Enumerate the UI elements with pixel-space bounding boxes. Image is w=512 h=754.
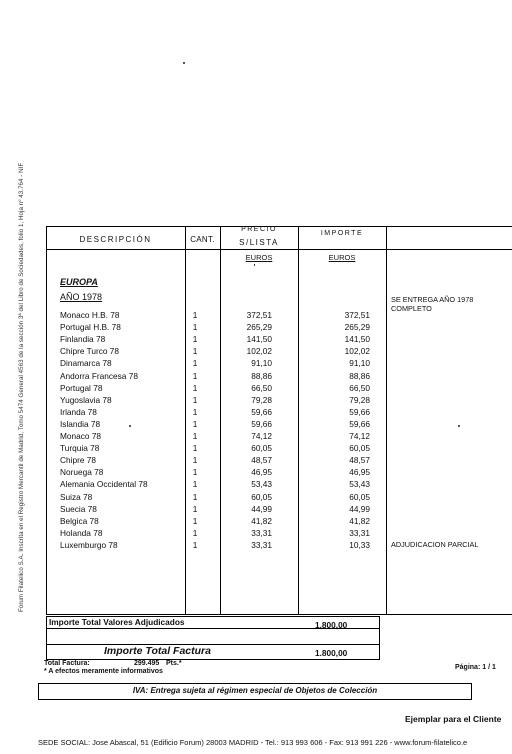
row-quantity: 1	[192, 492, 198, 502]
page-number: Página: 1 / 1	[455, 664, 496, 671]
row-description: Alemania Occidental 78	[60, 479, 148, 489]
informativos-note: * A efectos meramente informativos	[44, 668, 163, 675]
table-bottom-border	[46, 614, 512, 615]
row-price: 33,31	[251, 540, 272, 550]
row-amount: 91,10	[349, 358, 370, 368]
adjudicados-label: Importe Total Valores Adjudicados	[49, 617, 185, 627]
currency-precio: EUROS	[245, 253, 273, 262]
row-price: 46,95	[251, 467, 272, 477]
year-label: AÑO 1978	[60, 292, 103, 302]
row-quantity: 1	[192, 346, 198, 356]
section-europa: EUROPA	[60, 277, 98, 287]
totals-mid-border-2	[46, 644, 380, 645]
scan-speck	[458, 425, 460, 427]
row-quantity: 1	[192, 419, 198, 429]
registry-side-text: Forum Filatelico S.A. Inscrita en el Registro Mercantil de Madrid, Tomo 5474 General 4563 de la sección 3ª del Libro de Sociedades, folio 1, Hoja nº 43.764 - NIF	[18, 162, 25, 612]
ejemplar-label: Ejemplar para el Cliente	[405, 714, 502, 724]
row-description: Portugal H.B. 78	[60, 322, 121, 332]
row-amount: 10,33	[349, 540, 370, 550]
row-amount: 59,66	[349, 407, 370, 417]
row-price: 60,05	[251, 492, 272, 502]
row-price: 265,29	[246, 322, 272, 332]
row-price: 44,99	[251, 504, 272, 514]
scan-speck	[183, 62, 185, 64]
row-quantity: 1	[192, 528, 198, 538]
row-price: 372,51	[246, 310, 272, 320]
row-amount: 265,29	[344, 322, 370, 332]
row-quantity: 1	[192, 334, 198, 344]
row-amount: 41,82	[349, 516, 370, 526]
row-description: Andorra Francesa 78	[60, 371, 138, 381]
row-price: 60,05	[251, 443, 272, 453]
year-note-line2: COMPLETO	[391, 304, 432, 313]
totals-bottom-border	[46, 659, 380, 660]
row-amount: 74,12	[349, 431, 370, 441]
row-description: Belgica 78	[60, 516, 99, 526]
row-amount: 59,66	[349, 419, 370, 429]
row-price: 59,66	[251, 407, 272, 417]
header-importe: IMPORTE	[320, 230, 364, 237]
row-quantity: 1	[192, 383, 198, 393]
row-quantity: 1	[192, 395, 198, 405]
row-quantity: 1	[192, 504, 198, 514]
row-quantity: 1	[192, 322, 198, 332]
row-quantity: 1	[192, 407, 198, 417]
row-quantity: 1	[192, 467, 198, 477]
row-amount: 46,95	[349, 467, 370, 477]
totals-left-border	[46, 616, 47, 659]
row-quantity: 1	[192, 431, 198, 441]
row-description: Irlanda 78	[60, 407, 97, 417]
row-quantity: 1	[192, 358, 198, 368]
row-quantity: 1	[192, 479, 198, 489]
year-note-line1: SE ENTREGA AÑO 1978	[391, 295, 474, 304]
row-quantity: 1	[192, 443, 198, 453]
row-description: Finlandia 78	[60, 334, 106, 344]
col-divider-notes	[386, 226, 387, 614]
row-price: 33,31	[251, 528, 272, 538]
row-description: Suecia 78	[60, 504, 97, 514]
row-description: Holanda 78	[60, 528, 103, 538]
row-note: ADJUDICACION PARCIAL	[391, 540, 479, 549]
row-amount: 60,05	[349, 443, 370, 453]
row-price: 41,82	[251, 516, 272, 526]
row-price: 66,50	[251, 383, 272, 393]
row-quantity: 1	[192, 540, 198, 550]
row-amount: 141,50	[344, 334, 370, 344]
total-factura-label: Total Factura:	[44, 660, 90, 667]
pts-label: Pts.*	[166, 660, 182, 667]
row-description: Turquia 78	[60, 443, 100, 453]
row-amount: 48,57	[349, 455, 370, 465]
totals-right-border	[379, 616, 380, 659]
row-quantity: 1	[192, 455, 198, 465]
header-precio-line2: S/LISTA	[239, 238, 279, 247]
row-price: 59,66	[251, 419, 272, 429]
row-description: Monaco 78	[60, 431, 102, 441]
row-quantity: 1	[192, 310, 198, 320]
factura-value: 1.800,00	[315, 648, 348, 658]
row-description: Dinamarca 78	[60, 358, 112, 368]
scan-speck	[254, 264, 255, 266]
row-price: 141,50	[246, 334, 272, 344]
sede-social: SEDE SOCIAL: Jose Abascal, 51 (Edificio Forum) 28003 MADRID - Tel.: 913 993 606 - Fax: 913 991 226 - www.forum-filatelico.e	[38, 738, 468, 747]
row-description: Islandia 78	[60, 419, 101, 429]
row-description: Chipre 78	[60, 455, 96, 465]
row-description: Monaco H.B. 78	[60, 310, 120, 320]
row-amount: 79,28	[349, 395, 370, 405]
row-price: 91,10	[251, 358, 272, 368]
row-amount: 60,05	[349, 492, 370, 502]
row-price: 88,86	[251, 371, 272, 381]
row-amount: 53,43	[349, 479, 370, 489]
header-cant: CANT.	[190, 235, 215, 244]
header-bottom-border	[46, 249, 512, 250]
row-amount: 102,02	[344, 346, 370, 356]
row-description: Portugal 78	[60, 383, 103, 393]
row-amount: 66,50	[349, 383, 370, 393]
row-quantity: 1	[192, 516, 198, 526]
currency-importe: EUROS	[328, 253, 356, 262]
factura-label: Importe Total Factura	[104, 645, 211, 657]
adjudicados-value: 1.800,00	[315, 620, 348, 630]
row-description: Luxemburgo 78	[60, 540, 118, 550]
header-precio-line1: PRECIO	[241, 226, 277, 233]
header-descripcion: DESCRIPCIÓN	[79, 235, 152, 244]
row-amount: 33,31	[349, 528, 370, 538]
row-price: 79,28	[251, 395, 272, 405]
row-amount: 372,51	[344, 310, 370, 320]
iva-note: IVA: Entrega sujeta al régimen especial de Objetos de Colección	[132, 686, 378, 695]
row-description: Suiza 78	[60, 492, 93, 502]
scan-speck	[129, 425, 131, 427]
row-price: 53,43	[251, 479, 272, 489]
row-description: Noruega 78	[60, 467, 104, 477]
table-left-border	[46, 226, 47, 614]
row-price: 102,02	[246, 346, 272, 356]
row-description: Yugoslavia 78	[60, 395, 112, 405]
row-price: 74,12	[251, 431, 272, 441]
row-price: 48,57	[251, 455, 272, 465]
row-description: Chipre Turco 78	[60, 346, 120, 356]
row-amount: 44,99	[349, 504, 370, 514]
row-amount: 88,86	[349, 371, 370, 381]
total-factura-pts: 299.495	[134, 660, 160, 667]
row-quantity: 1	[192, 371, 198, 381]
